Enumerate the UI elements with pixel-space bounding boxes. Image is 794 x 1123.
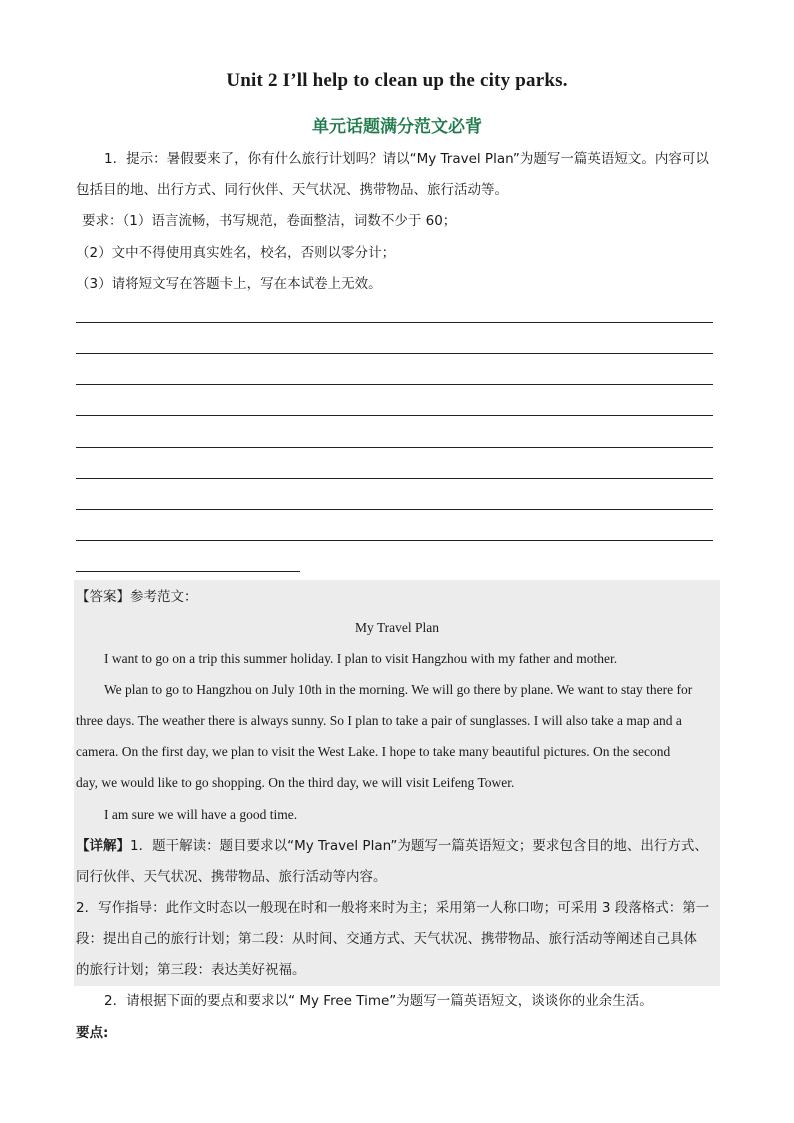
detail-line-3: 2．写作指导：此作文时态以一般现在时和一般将来时为主；采用第一人称口吻；可采用 3 段落格式：第一 [76,900,710,916]
writing-line [76,447,713,448]
page-title: Unit 2 I’ll help to clean up the city parks. [226,70,568,91]
writing-line [76,540,713,541]
writing-line [76,415,713,416]
essay-paragraph-2-line-1: We plan to go to Hangzhou on July 10th in the morning. We will go there by plane. We want to stay there for [104,682,693,697]
essay-paragraph-3: I am sure we will have a good time. [104,807,298,822]
detail-line-2: 同行伙伴、天气状况、携带物品、旅行活动等内容。 [76,869,387,885]
q1-requirement-2: （2）文中不得使用真实姓名，校名，否则以零分计； [76,245,396,261]
essay-paragraph-2-line-3: camera. On the first day, we plan to visit the West Lake. I hope to take many beautiful pictures. On the second [76,744,671,759]
writing-line-short [76,571,300,572]
detail-line-5: 的旅行计划；第三段：表达美好祝福。 [76,962,306,978]
answer-label: 【答案】参考范文： [76,589,198,605]
q1-prompt-line-1: 1．提示：暑假要来了，你有什么旅行计划吗？请以“My Travel Plan”为题写一篇英语短文。内容可以 [104,151,709,167]
detail-label: 【详解】 [76,838,130,854]
detail-text: 1．题干解读：题目要求以“My Travel Plan”为题写一篇英语短文；要求包含目的地、出行方式、 [130,838,708,854]
essay-paragraph-1: I want to go on a trip this summer holiday. I plan to visit Hangzhou with my father and mother. [104,651,618,666]
writing-line [76,353,713,354]
detail-line-4: 段：提出自己的旅行计划；第二段：从时间、交通方式、天气状况、携带物品、旅行活动等阐述自己具体 [76,931,697,947]
q1-requirement-3: （3）请将短文写在答题卡上，写在本试卷上无效。 [76,276,382,292]
section-subtitle: 单元话题满分范文必背 [312,117,482,137]
q1-requirement-1: 要求：（1）语言流畅，书写规范，卷面整洁，词数不少于 60； [82,213,457,229]
essay-paragraph-2-line-4: day, we would like to go shopping. On the third day, we will visit Leifeng Tower. [76,775,515,790]
q2-points-label: 要点: [76,1025,109,1041]
essay-title: My Travel Plan [354,620,439,635]
writing-line [76,384,713,385]
q2-prompt: 2．请根据下面的要点和要求以“ My Free Time”为题写一篇英语短文，谈谈你的业余生活。 [104,993,653,1009]
writing-line [76,478,713,479]
writing-line [76,509,713,510]
q1-prompt-line-2: 包括目的地、出行方式、同行伙伴、天气状况、携带物品、旅行活动等。 [76,182,508,198]
writing-line [76,322,713,323]
essay-paragraph-2-line-2: three days. The weather there is always sunny. So I plan to take a pair of sunglasses. I will also take a map and a [76,713,682,728]
detail-line-1 [76,837,708,855]
